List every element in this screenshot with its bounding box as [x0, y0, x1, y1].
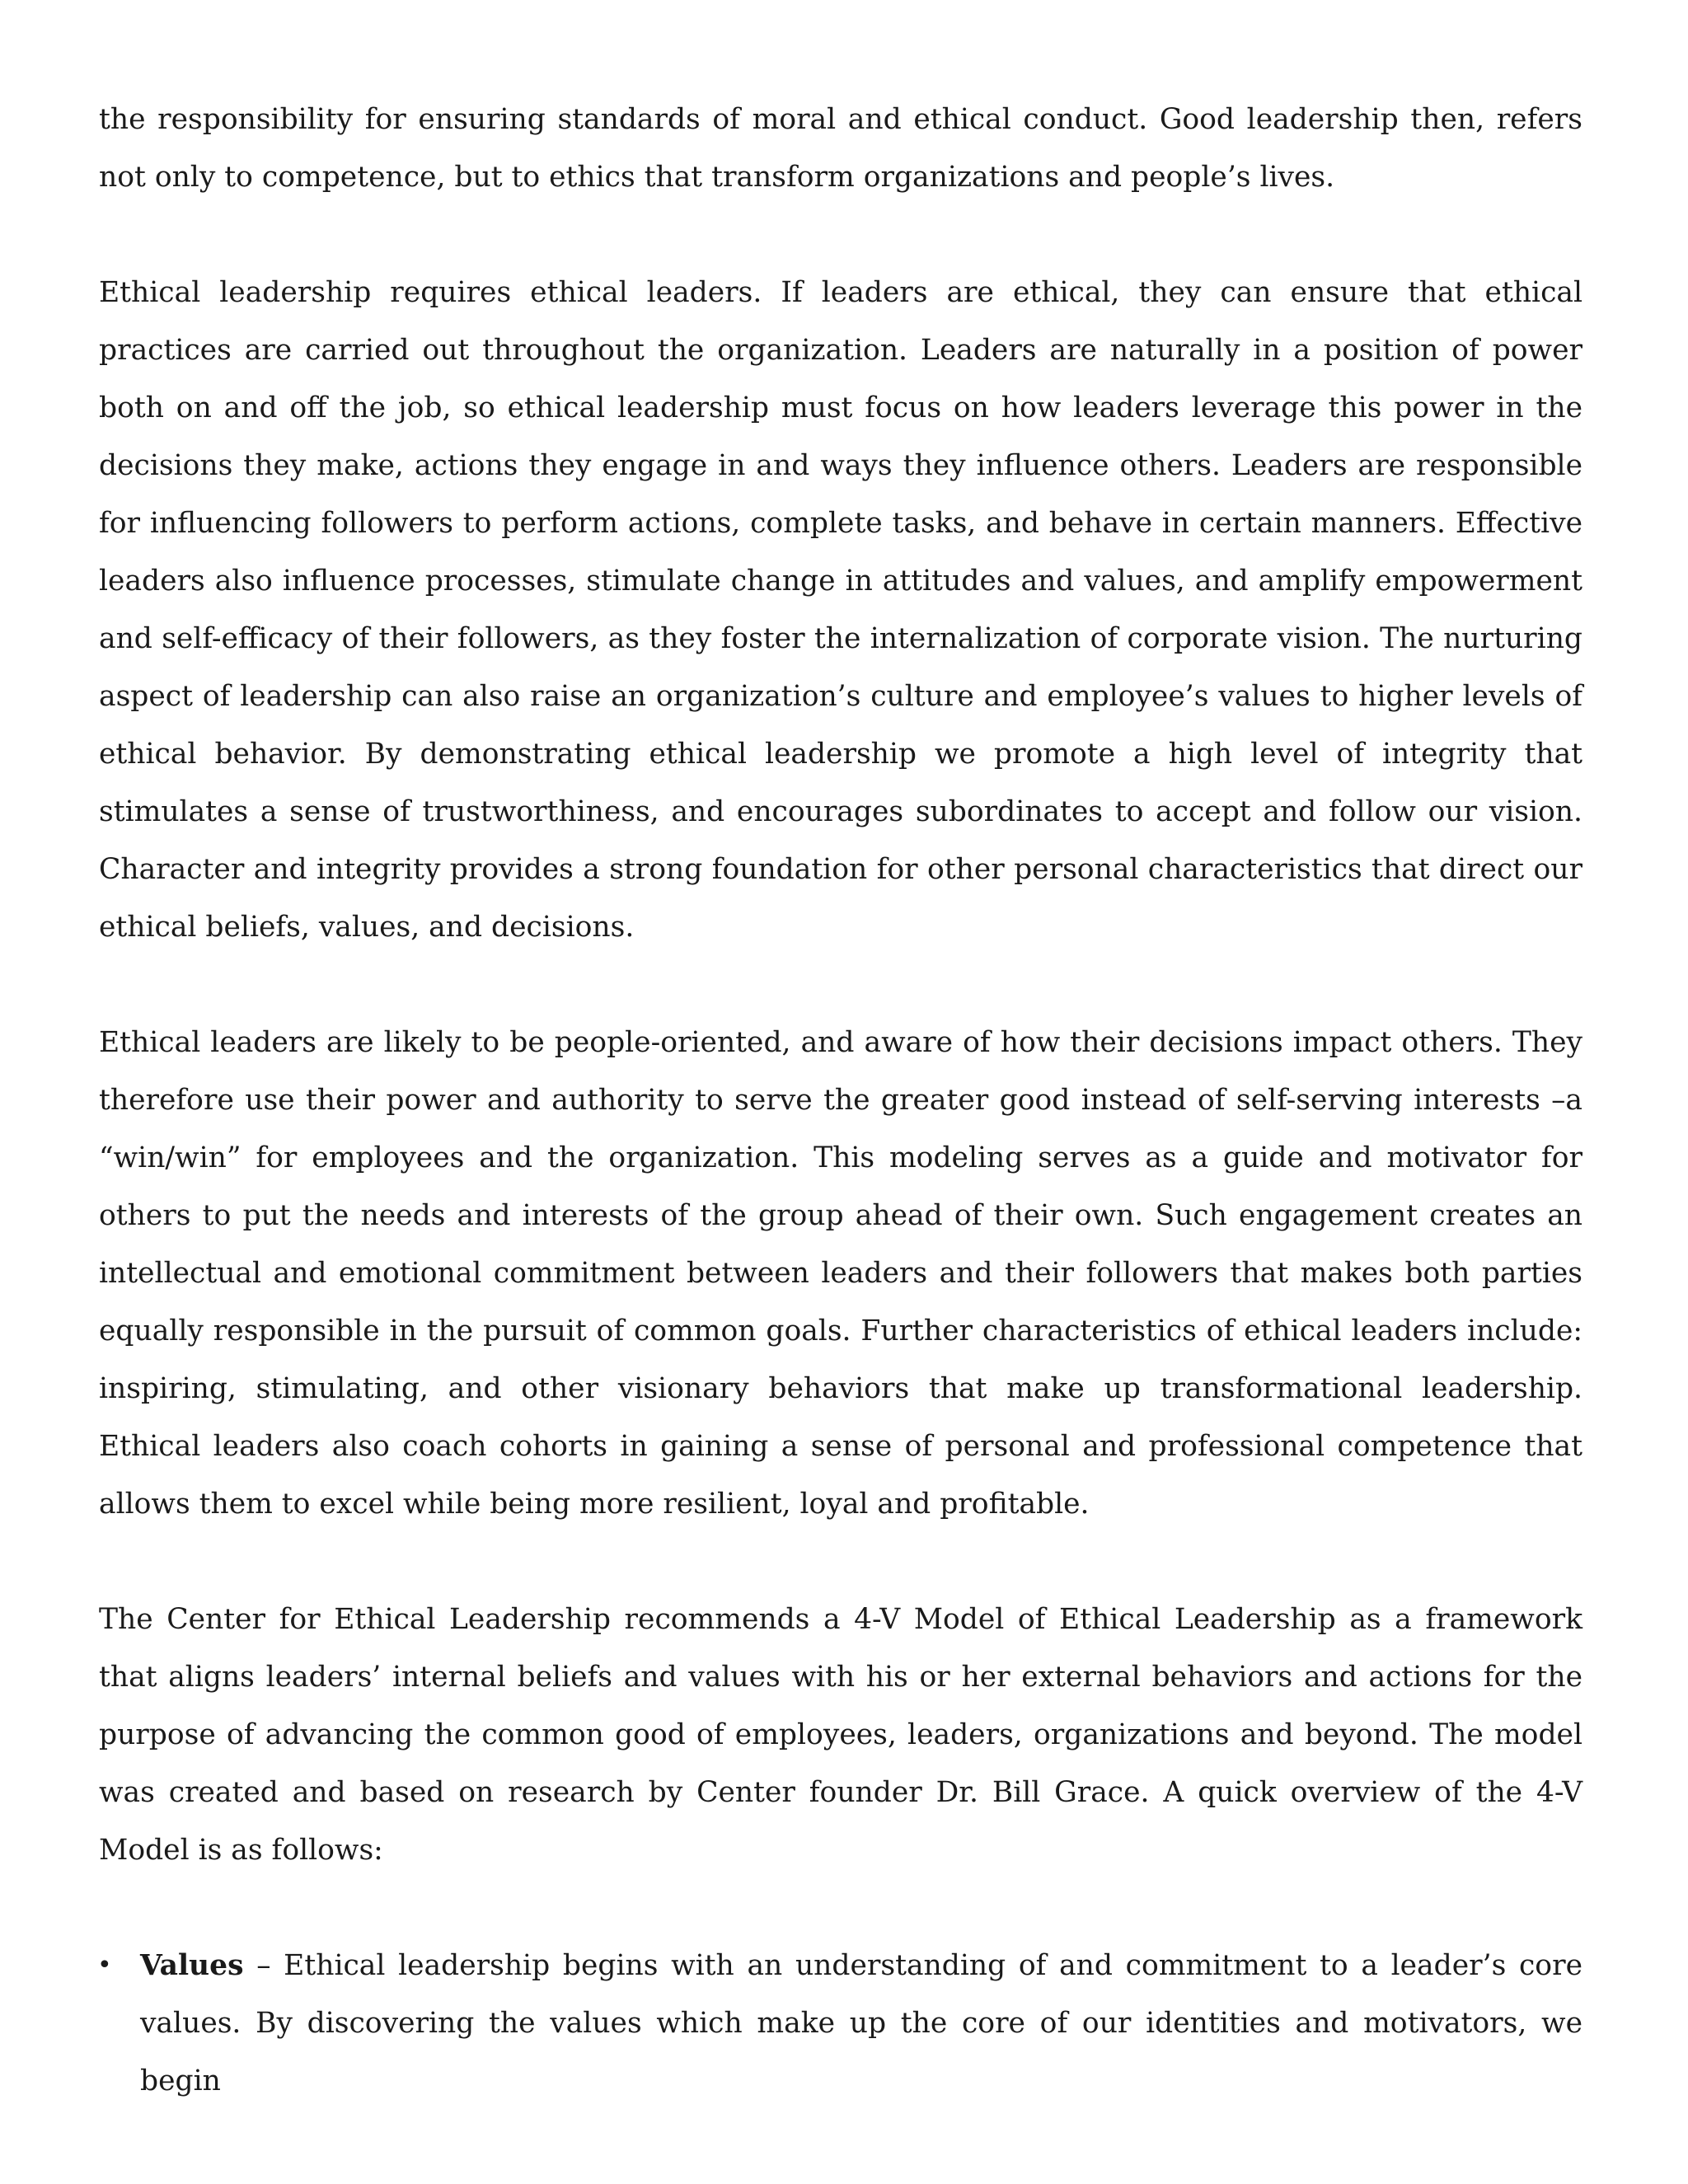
bullet-icon: • — [97, 1951, 112, 1980]
bullet-list — [99, 1937, 1582, 2110]
document-page — [99, 91, 1582, 2110]
paragraph-ethical-leaders: Ethical leadership requires ethical leaders. If leaders are ethical, they can ensure that ethical practices are carried out throughout the organization. Leaders are naturally in a position of power both on and off the job, so ethical leadership must focus on how leaders leverage this power in the decisions they make, actions they engage in and ways they influence others. Leaders are responsible for influencing followers to perform actions, complete tasks, and behave in certain manners. Effective leaders also influence processes, stimulate change in attitudes and values, and amplify empowerment and self-efficacy of their followers, as they foster the internalization of corporate vision. The nurturing aspect of leadership can also raise an organization’s culture and employee’s values to higher levels of ethical behavior. By demonstrating ethical leadership we promote a high level of integrity that stimulates a sense of trustworthiness, and encourages subordinates to accept and follow our vision. Character and integrity provides a strong foundation for other personal characteristics that direct our ethical beliefs, values, and decisions. — [99, 276, 1582, 944]
paragraph-people-oriented: Ethical leaders are likely to be people-oriented, and aware of how their decisions impact others. They therefore use their power and authority to serve the greater good instead of self-serving interests –a “win/win” for employees and the organization. This modeling serves as a guide and motivator for others to put the needs and interests of the group ahead of their own. Such engagement creates an intellectual and emotional commitment between leaders and their followers that makes both parties equally responsible in the pursuit of common goals. Further characteristics of ethical leaders include: inspiring, stimulating, and other visionary behaviors that make up transformational leadership. Ethical leaders also coach cohorts in gaining a sense of personal and professional competence that allows them to excel while being more resilient, loyal and profitable. — [99, 1026, 1582, 1521]
list-item — [99, 1937, 1582, 2110]
bullet-term: Values — [140, 1949, 244, 1982]
paragraph-intro: the responsibility for ensuring standards of moral and ethical conduct. Good leadership then, refers not only to competence, but to ethics that transform organizations and people’s lives. — [99, 103, 1582, 194]
bullet-text: – Ethical leadership begins with an understanding of and commitment to a leader’s core values. By discovering the values which make up the core of our identities and motivators, we begin — [140, 1949, 1582, 2097]
paragraph-4v-model: The Center for Ethical Leadership recommends a 4-V Model of Ethical Leadership as a framework that aligns leaders’ internal beliefs and values with his or her external behaviors and actions for the purpose of advancing the common good of employees, leaders, organizations and beyond. The model was created and based on research by Center founder Dr. Bill Grace. A quick overview of the 4-V Model is as follows: — [99, 1603, 1582, 1867]
